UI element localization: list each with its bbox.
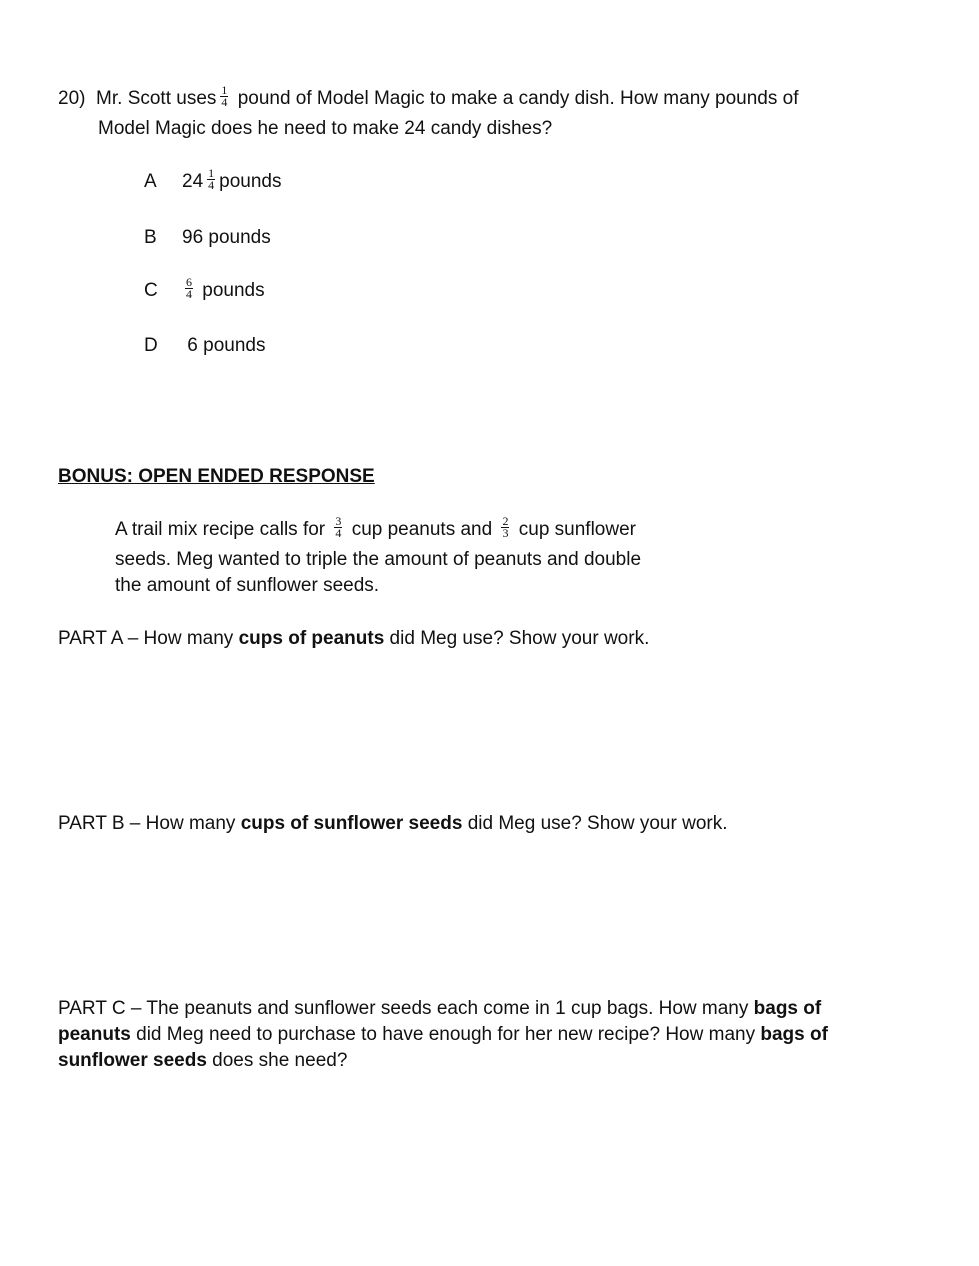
part-b (58, 811, 728, 837)
bonus-intro-line2: seeds. Meg wanted to triple the amount of peanuts and double (115, 549, 642, 570)
part-b-bold: cups of sunflower seeds (240, 813, 463, 834)
option-text: 6 pounds (187, 335, 266, 356)
part-c-text: did Meg need to purchase to have enough for her new recipe? How many (130, 1024, 761, 1045)
option-letter: D (144, 335, 158, 356)
bonus-intro-line3: the amount of sunflower seeds. (115, 575, 380, 596)
option-fraction: $\frac{1}{4}$ (208, 166, 215, 193)
part-a-bold: cups of peanuts (238, 628, 385, 649)
option-unit: pounds (202, 280, 265, 301)
option-b[interactable] (144, 225, 271, 251)
option-letter: B (144, 227, 157, 248)
option-whole: 24 (182, 171, 204, 192)
option-text: 96 pounds (182, 227, 271, 248)
option-letter: C (144, 280, 158, 301)
bonus-text: cup peanuts and (351, 519, 493, 540)
fraction-one-quarter: $\frac{1}{4}$ (221, 83, 228, 110)
part-a-prefix: PART A – How many (58, 628, 239, 649)
option-fraction: $\frac{6}{4}$ (186, 275, 192, 302)
part-b-suffix: did Meg use? Show your work. (462, 813, 728, 834)
option-letter: A (144, 171, 157, 192)
part-c-bold: sunflower seeds (58, 1050, 207, 1071)
question-20-line1 (58, 83, 799, 112)
part-c-text: PART C – The peanuts and sunflower seeds each come in 1 cup bags. How many (58, 998, 754, 1019)
bonus-heading: BONUS: OPEN ENDED RESPONSE (58, 466, 375, 487)
part-b-prefix: PART B – How many (58, 813, 241, 834)
option-unit: pounds (219, 171, 282, 192)
part-a (58, 626, 649, 652)
bonus-text: A trail mix recipe calls for (115, 519, 326, 540)
question-20-line2 (98, 116, 552, 142)
question-text-line2: Model Magic does he need to make 24 candy dishes? (98, 118, 553, 139)
option-d[interactable] (144, 333, 265, 359)
question-number: 20) (58, 88, 86, 109)
question-text-cont: pound of Model Magic to make a candy dish. How many pounds of (237, 88, 799, 109)
part-c-line3 (58, 1048, 347, 1074)
part-c-line1 (58, 996, 821, 1022)
option-c[interactable] (144, 275, 265, 304)
part-c-bold: bags of (760, 1024, 828, 1045)
option-a[interactable] (144, 166, 282, 195)
question-text: Mr. Scott uses (96, 88, 217, 109)
bonus-text: cup sunflower (518, 519, 636, 540)
part-c-bold: bags of (753, 998, 822, 1019)
part-c-bold: peanuts (58, 1024, 131, 1045)
fraction-three-quarters: $\frac{3}{4}$ (335, 514, 342, 541)
bonus-intro-line1 (115, 514, 636, 543)
part-a-suffix: did Meg use? Show your work. (384, 628, 650, 649)
part-c-line2 (58, 1022, 828, 1048)
part-c-text: does she need? (206, 1050, 348, 1071)
fraction-two-thirds: $\frac{2}{3}$ (502, 514, 509, 541)
